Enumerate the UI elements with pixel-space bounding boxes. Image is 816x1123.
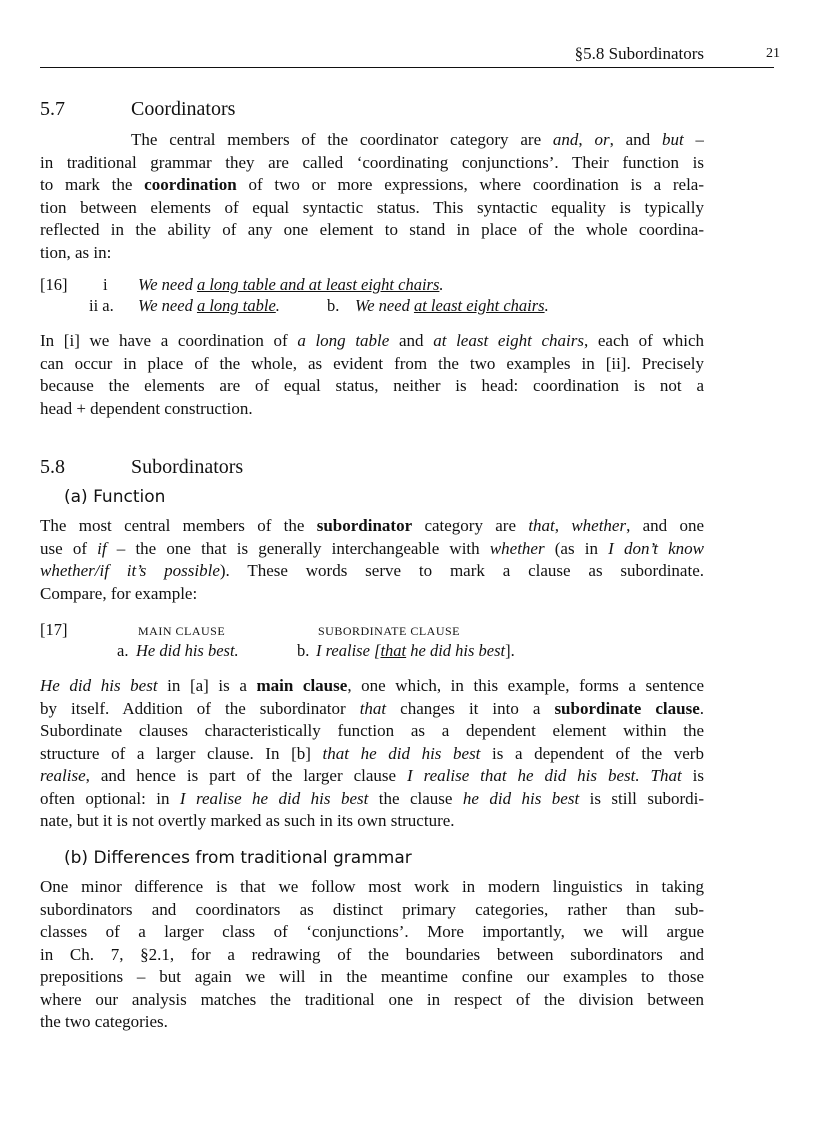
text-line: often optional: in I realise he did his best the clause he did his best is still subordi-	[40, 788, 704, 808]
example-16-i-label: i	[103, 275, 108, 294]
example-17-b-label: b.	[297, 641, 310, 660]
subheading-function: (a) Function	[64, 487, 166, 507]
header-rule	[40, 67, 774, 68]
page-number: 21	[766, 46, 780, 61]
example-17-label: [17]	[40, 620, 68, 639]
text-line: structure of a larger clause. In [b] that he did his best is a dependent of the verb	[40, 743, 704, 763]
example-17-a-label: a.	[117, 641, 129, 660]
example-16-ii-a: We need a long table.	[138, 296, 280, 315]
subordinators-paragraph-2	[40, 675, 704, 833]
text-line: in Ch. 7, §2.1, for a redrawing of the boundaries between subordinators and	[40, 944, 704, 964]
example-16-ii-b-label: b.	[327, 296, 340, 315]
text-line: nate, but it is not overtly marked as such in its own structure.	[40, 811, 455, 830]
section-5-8-number: 5.8	[40, 456, 65, 478]
section-5-8-title: Subordinators	[131, 456, 244, 478]
example-16-label: [16]	[40, 275, 68, 294]
text-line: whether/if it’s possible). These words serve to mark a clause as subordinate.	[40, 561, 704, 580]
text-line: to mark the coordination of two or more expressions, where coordination is a rela-	[40, 175, 704, 194]
text-line: by itself. Addition of the subordinator that changes it into a subordinate clause.	[40, 698, 704, 718]
text-line: subordinators and coordinators as distinct primary categories, rather than sub-	[40, 899, 704, 919]
text-line: reflected in the ability of any one element to stand in place of the whole coordina-	[40, 220, 704, 239]
running-header-title: §5.8 Subordinators	[574, 44, 704, 63]
text-line: He did his best in [a] is a main clause, one which, in this example, forms a sentence	[40, 676, 704, 695]
coordinators-paragraph-2	[40, 330, 704, 420]
text-line: The central members of the coordinator category are and, or, and but –	[131, 130, 704, 149]
text-line: Compare, for example:	[40, 583, 198, 603]
text-line: prepositions – but again we will in the meantime confine our examples to those	[40, 967, 704, 986]
text-line: can occur in place of the whole, as evident from the two examples in [ii]. Precisely	[40, 353, 704, 373]
text-line: One minor difference is that we follow most work in modern linguistics in taking	[40, 877, 704, 896]
text-line: use of if – the one that is generally interchangeable with whether (as in I don’t know	[40, 538, 704, 558]
text-line: the two categories.	[40, 1012, 168, 1031]
text-line: In [i] we have a coordination of a long table and at least eight chairs, each of which	[40, 331, 704, 350]
section-5-7-number: 5.7	[40, 98, 65, 120]
text-line: head + dependent construction.	[40, 398, 253, 418]
subheading-differences: (b) Differences from traditional grammar	[64, 848, 412, 868]
main-clause-header: MAIN CLAUSE	[138, 624, 226, 638]
text-line: realise, and hence is part of the larger clause I realise that he did his best. That is	[40, 766, 704, 785]
subordinators-paragraph-1	[40, 515, 704, 605]
text-line: tion between elements of equal syntactic status. This syntactic equality is typically	[40, 197, 704, 217]
text-line: because the elements are of equal status, neither is head: coordination is not a	[40, 376, 704, 395]
text-line: classes of a larger class of ‘conjunctions’. More importantly, we will argue	[40, 922, 704, 941]
text-line: The most central members of the subordinator category are that, whether, and one	[40, 516, 704, 535]
subordinate-clause-header: SUBORDINATE CLAUSE	[318, 624, 461, 638]
section-5-7-title: Coordinators	[131, 98, 236, 120]
text-line: Subordinate clauses characteristically function as a dependent element within the	[40, 721, 704, 740]
example-16-ii-b: We need at least eight chairs.	[355, 296, 549, 315]
example-16-i: We need a long table and at least eight chairs.	[138, 275, 444, 294]
coordinators-paragraph-1	[40, 129, 704, 264]
text-line: tion, as in:	[40, 242, 112, 262]
subordinators-paragraph-3	[40, 876, 704, 1034]
text-line: in traditional grammar they are called ‘coordinating conjunctions’. Their function is	[40, 152, 704, 172]
example-17-b: I realise [that he did his best].	[316, 641, 515, 660]
example-17-a: He did his best.	[136, 641, 239, 660]
example-16-ii-label: ii a.	[89, 296, 114, 315]
text-line: where our analysis matches the traditional one in respect of the division between	[40, 989, 704, 1009]
